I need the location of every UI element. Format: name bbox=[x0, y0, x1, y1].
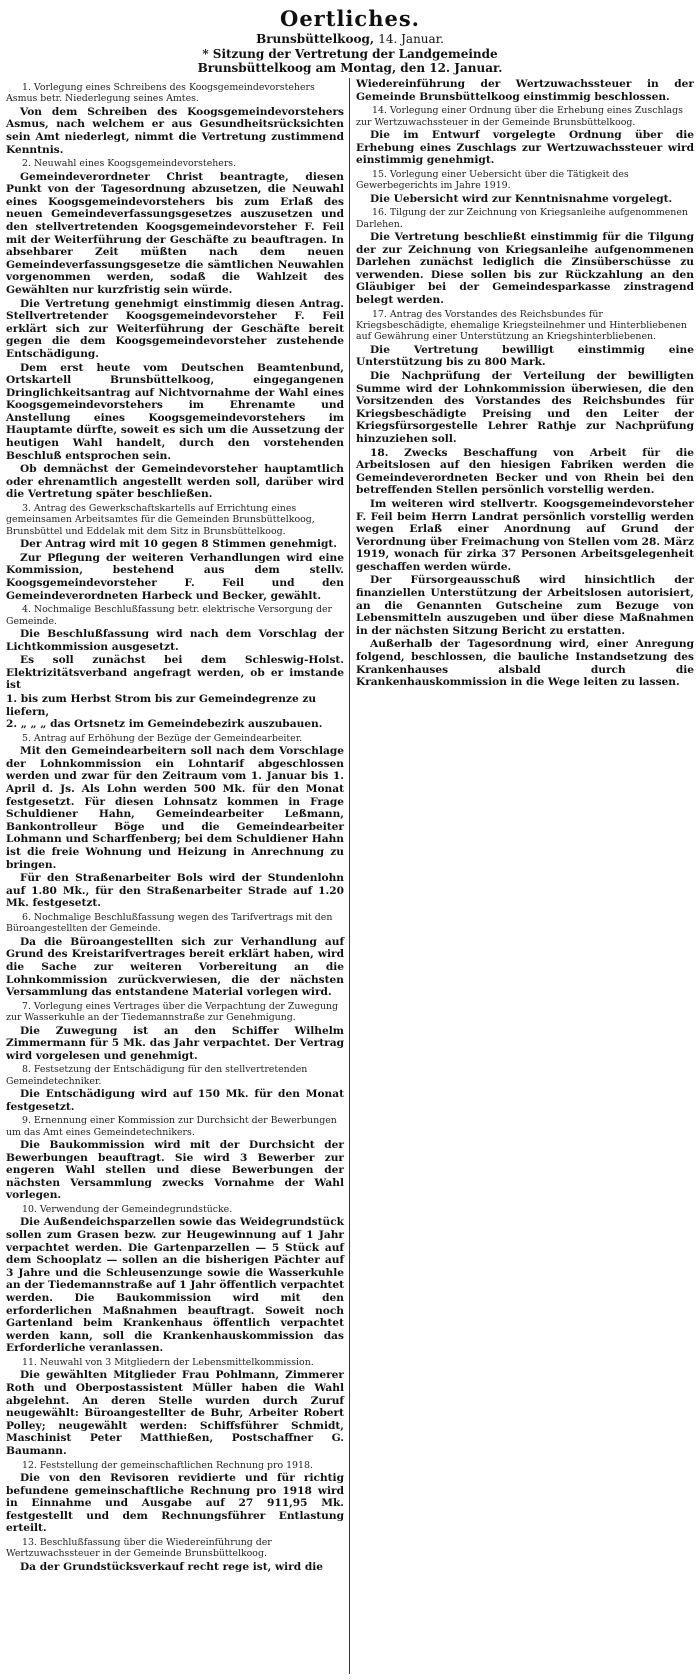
agenda-item-heading: 10. Verwendung der Gemeindegrundstücke. bbox=[22, 1204, 233, 1216]
paragraph: Gemeindeverordneter Christ beantragte, diesen Punkt von der Tagesordnung abzusetzen, die Neuwahl eines Koogsgemeindevorstehers bis zum Erlaß des neuen Gemeindeverfassungsgesetzes auszusetzen und den stellvertretenden Koogsgemeindevorsteher F. Feil mit der Weiterführung der Geschäfte zu beauftragen. In absehbarer Zeit müßten nach dem neuen Gemeindeverfassungsgesetze die sämtlichen Neuwahlen vorgenommen werden, sodaß die Wahlzeit des Gewählten nur kurzfristig sein würde. bbox=[6, 170, 344, 296]
agenda-item-heading: 17. Antrag des Vorstandes des Reichsbundes für Kriegsbeschädigte, ehemalige Kriegsteilnehmer und Hinterbliebenen auf Gewährung einer Unterstützung an Kriegshinterbliebenen. bbox=[356, 308, 687, 343]
paragraph: Ob demnächst der Gemeindevorsteher hauptamtlich oder ehrenamtlich angestellt werden soll, darüber wird die Vertretung später beschließen. bbox=[6, 463, 344, 501]
paragraph: Im weiteren wird stellvertr. Koogsgemeindevorsteher F. Feil beim Herrn Landrat persönlich vorstellig werden wegen Erlaß einer Anordnung auf Grund der Verordnung über Freimachung von Stellen vom 28. März 1919, wonach für zirka 37 Personen Arbeitsgelegenheit geschaffen werden würde. bbox=[356, 497, 694, 573]
agenda-item-heading: 3. Antrag des Gewerkschaftskartells auf Errichtung eines gemeinsamen Arbeitsamtes für die Gemeinden Brunsbüttelkoog, Brunsbüttel und Eddelak mit dem Sitz in Brunsbüttelkoog. bbox=[6, 503, 315, 537]
agenda-item-heading: 1. Vorlegung eines Schreibens des Koogsgemeindevorstehers Asmus betr. Niederlegung seines Amtes. bbox=[6, 82, 315, 105]
right-column bbox=[356, 78, 694, 690]
paragraph: Von dem Schreiben des Koogsgemeindevorstehers Asmus, nach welchem er aus Gesundheitsrücksichten sein Amt niederlegt, nimmt die Vertretung zustimmend Kenntnis. bbox=[6, 105, 344, 156]
paragraph: Die von den Revisoren revidierte und für richtig befundene gemeinschaftliche Rechnung pro 1918 wird in Einnahme und Ausgabe auf 27 911,95 Mk. festgestellt und dem Rechnungsführer Entlastung erteilt. bbox=[6, 1471, 344, 1535]
agenda-item-heading: 7. Vorlegung eines Vertrages über die Verpachtung der Zuwegung zur Wasserkuhle an der Tiedemannstraße zur Genehmigung. bbox=[6, 1000, 339, 1024]
paragraph: Die Baukommission wird mit der Durchsicht der Bewerbungen beauftragt. Sie wird 3 Bewerber zur engeren Wahl stellen und diese Bewerbungen der nächsten Versammlung zwecks Vornahme der Wahl vorlegen. bbox=[6, 1139, 344, 1202]
paragraph: Die Vertretung beschließt einstimmig für die Tilgung der zur Zeichnung von Kriegsanleihe aufgenommenen Darlehen zunächst lediglich die Zinsüberschüsse zu verwenden. Diese sollen bis zur Rückzahlung an den Gläubiger bei der Gemeindesparkasse zinstragend belegt werden. bbox=[356, 231, 694, 306]
paragraph: Die Außendeichsparzellen sowie das Weidegrundstück sollen zum Grasen bezw. zur Heugewinnung auf 1 Jahr verpachtet werden. Die Gartenparzellen — 5 Stück auf dem Schooplatz — sollen an die bisherigen Pächter auf 3 Jahre und die Schleusenzunge sowie die Wasserkuhle an der Tiedemannstraße auf 1 Jahr öffentlich verpachtet werden. Die Baukommission wird mit den erforderlichen Maßnahmen beauftragt. Soweit noch Gartenland beim Krankenhaus öffentlich verpachtet werden kann, soll die Krankenhauskommission das Erforderliche veranlassen. bbox=[6, 1216, 344, 1355]
paragraph: Die Entschädigung wird auf 150 Mk. für den Monat festgesetzt. bbox=[6, 1088, 344, 1113]
paragraph: Die im Entwurf vorgelegte Ordnung über die Erhebung eines Zuschlags zur Wertzuwachssteuer wird einstimmig genehmigt. bbox=[356, 129, 694, 167]
agenda-item-heading: 9. Ernennung einer Kommission zur Durchsicht der Bewerbungen um das Amt eines Gemeindetechnikers. bbox=[6, 1115, 337, 1138]
paragraph: Dem erst heute vom Deutschen Beamtenbund, Ortskartell Brunsbüttelkoog, eingegangenen Dringlichkeitsantrag auf Nichtvornahme der Wahl eines Koogsgemeindevorstehers im Ehrenamte und Anstellung eines Koogsgemeindevorstehers im Hauptamte dürfte, soweit es sich um die Aussetzung der heutigen Wahl handelt, durch den vorstehenden Beschluß entsprochen sein. bbox=[6, 361, 344, 462]
agenda-item-heading: 4. Nochmalige Beschlußfassung betr. elektrische Versorgung der Gemeinde. bbox=[6, 604, 332, 627]
agenda-item-heading: 14. Vorlegung einer Ordnung über die Erhebung eines Zuschlags zur Wertzuwachssteuer in der Gemeinde Brunsbüttelkoog. bbox=[356, 105, 683, 128]
paragraph: Die Beschlußfassung wird nach dem Vorschlag der Lichtkommission ausgesetzt. bbox=[6, 628, 344, 653]
agenda-item-heading: 11. Neuwahl von 3 Mitgliedern der Lebensmittelkommission. bbox=[22, 1357, 314, 1368]
agenda-item-heading: 8. Festsetzung der Entschädigung für den stellvertretenden Gemeindetechniker. bbox=[6, 1064, 308, 1087]
agenda-item-heading: 5. Antrag auf Erhöhung der Bezüge der Gemeindearbeiter. bbox=[22, 732, 303, 744]
paragraph: Außerhalb der Tagesordnung wird, einer Anregung folgend, beschlossen, die bauliche Instandsetzung des Krankenhauses alsbald durch die Krankenhauskommission in die Wege leiten zu lassen. bbox=[356, 638, 694, 689]
subtitle-line-1: * Sitzung der Vertretung der Landgemeinde bbox=[202, 47, 498, 61]
agenda-item-heading: 6. Nochmalige Beschlußfassung wegen des Tarifvertrags mit den Büroangestellten der Gemeinde. bbox=[6, 911, 333, 935]
paragraph: Zur Pflegung der weiteren Verhandlungen wird eine Kommission, bestehend aus dem stellv. Koogsgemeindevorsteher F. Feil und den Gemeindeverordneten Harbeck und Becker, gewählt. bbox=[6, 551, 344, 602]
paragraph: Der Fürsorgeausschuß wird hinsichtlich der finanziellen Unterstützung der Arbeitslosen autorisiert, an die Genannten Gutscheine zum Bezuge von Lebensmitteln auszugeben und über diese Maßnahmen in der nächsten Sitzung Bericht zu erstatten. bbox=[356, 574, 694, 637]
left-column bbox=[6, 80, 344, 1574]
dateline bbox=[0, 32, 700, 46]
list-line: 1. bis zum Herbst Strom bis zur Gemeindegrenze zu liefern, bbox=[6, 693, 317, 718]
paragraph: Da die Büroangestellten sich zur Verhandlung auf Grund des Kreistarifvertrages bereit erklärt haben, wird die Sache zur weiteren Vorbereitung an die Lohnkommission zurückverwiesen, die der nächsten Versammlung das entstandene Material vorlegen wird. bbox=[6, 935, 344, 999]
agenda-item-heading: 12. Feststellung der gemeinschaftlichen Rechnung pro 1918. bbox=[22, 1459, 313, 1471]
column-divider bbox=[349, 78, 350, 1674]
section-headline: Oertliches. bbox=[280, 6, 420, 31]
paragraph: Der Antrag wird mit 10 gegen 8 Stimmen genehmigt. bbox=[20, 538, 337, 551]
list-line: 2. „ „ „ das Ortsnetz im Gemeindebezirk auszubauen. bbox=[6, 718, 323, 731]
agenda-item-heading: 13. Beschlußfassung über die Wiedereinführung der Wertzuwachssteuer in der Gemeinde Brunsbüttelkoog. bbox=[6, 1536, 272, 1560]
paragraph: Wiedereinführung der Wertzuwachssteuer in der Gemeinde Brunsbüttelkoog einstimmig beschlossen. bbox=[356, 78, 694, 103]
paragraph: Die Vertretung bewilligt einstimmig eine Unterstützung bis zu 800 Mark. bbox=[356, 343, 694, 369]
paragraph: Die Nachprüfung der Verteilung der bewilligten Summe wird der Lohnkommission überwiesen, die den Vorsitzenden des Vorstandes des Reichsbundes für Kriegsbeschädigte Preising und den Leiter der Kriegsfürsorgestelle Lehrer Rathje zur Nachprüfung hinzuziehen soll. bbox=[356, 369, 694, 445]
paragraph: Da der Grundstücksverkauf recht rege ist, wird die bbox=[20, 1560, 324, 1573]
agenda-item-heading: 15. Vorlegung einer Uebersicht über die Tätigkeit des Gewerbegerichts im Jahre 1919. bbox=[356, 168, 629, 192]
agenda-item-heading: 2. Neuwahl eines Koogsgemeindevorstehers. bbox=[22, 158, 237, 170]
paragraph: Mit den Gemeindearbeitern soll nach dem Vorschlage der Lohnkommission ein Lohntarif abgeschlossen werden und zwar für den Zeitraum vom 1. Januar bis 1. April d. Js. Als Lohn werden 500 Mk. für den Monat festgesetzt. Für diesen Lohnsatz kommen in Frage Schuldiener Hahn, Gemeindearbeiter Leßmann, Bankontrolleur Böge und die Gemeindearbeiter Lohmann und Scharffenberg; bei dem Schuldiener Hahn ist die freie Wohnung und Heizung in Anrechnung zu bringen. bbox=[6, 745, 344, 871]
paragraph: 18. Zwecks Beschaffung von Arbeit für die Arbeitslosen auf den hiesigen Fabriken werden die Gemeindeverordneten Becker und von Rhein bei den betreffenden Stellen persönlich vorstellig werden. bbox=[356, 446, 694, 497]
subtitle-line-2: Brunsbüttelkoog am Montag, den 12. Januar. bbox=[197, 61, 503, 75]
paragraph: Für den Straßenarbeiter Bols wird der Stundenlohn auf 1.80 Mk., für den Straßenarbeiter Strade auf 1.20 Mk. festgesetzt. bbox=[6, 872, 344, 910]
paragraph: Die Zuwegung ist an den Schiffer Wilhelm Zimmermann für 5 Mk. das Jahr verpachtet. Der Vertrag wird vorgelesen und genehmigt. bbox=[6, 1024, 344, 1062]
article-subtitle bbox=[0, 47, 700, 75]
paragraph: Es soll zunächst bei dem Schleswig-Holst. Elektrizitätsverband angefragt werden, ob er imstande ist bbox=[6, 654, 344, 692]
dateline-place: Brunsbüttelkoog, bbox=[256, 32, 375, 46]
paragraph: Die Uebersicht wird zur Kenntnisnahme vorgelegt. bbox=[370, 192, 673, 205]
paragraph: Die Vertretung genehmigt einstimmig diesen Antrag. Stellvertretender Koogsgemeindevorsteher F. Feil erklärt sich zur Weiterführung der Geschäfte bereit gegen die dem Koogsgemeindevorsteher zustehende Entschädigung. bbox=[6, 297, 344, 360]
dateline-date: 14. Januar. bbox=[378, 32, 444, 46]
paragraph: Die gewählten Mitglieder Frau Pohlmann, Zimmerer Roth und Oberpostassistent Müller haben die Wahl abgelehnt. An deren Stelle wurden durch Zuruf neugewählt: Büroangestellter de Buhr, Arbeiter Robert Polley; neugewählt werden: Schiffsführer Schmidt, Maschinist Peter Matthießen, Postschaffner G. Baumann. bbox=[6, 1369, 344, 1457]
agenda-item-heading: 16. Tilgung der zur Zeichnung von Kriegsanleihe aufgenommenen Darlehen. bbox=[356, 207, 688, 230]
